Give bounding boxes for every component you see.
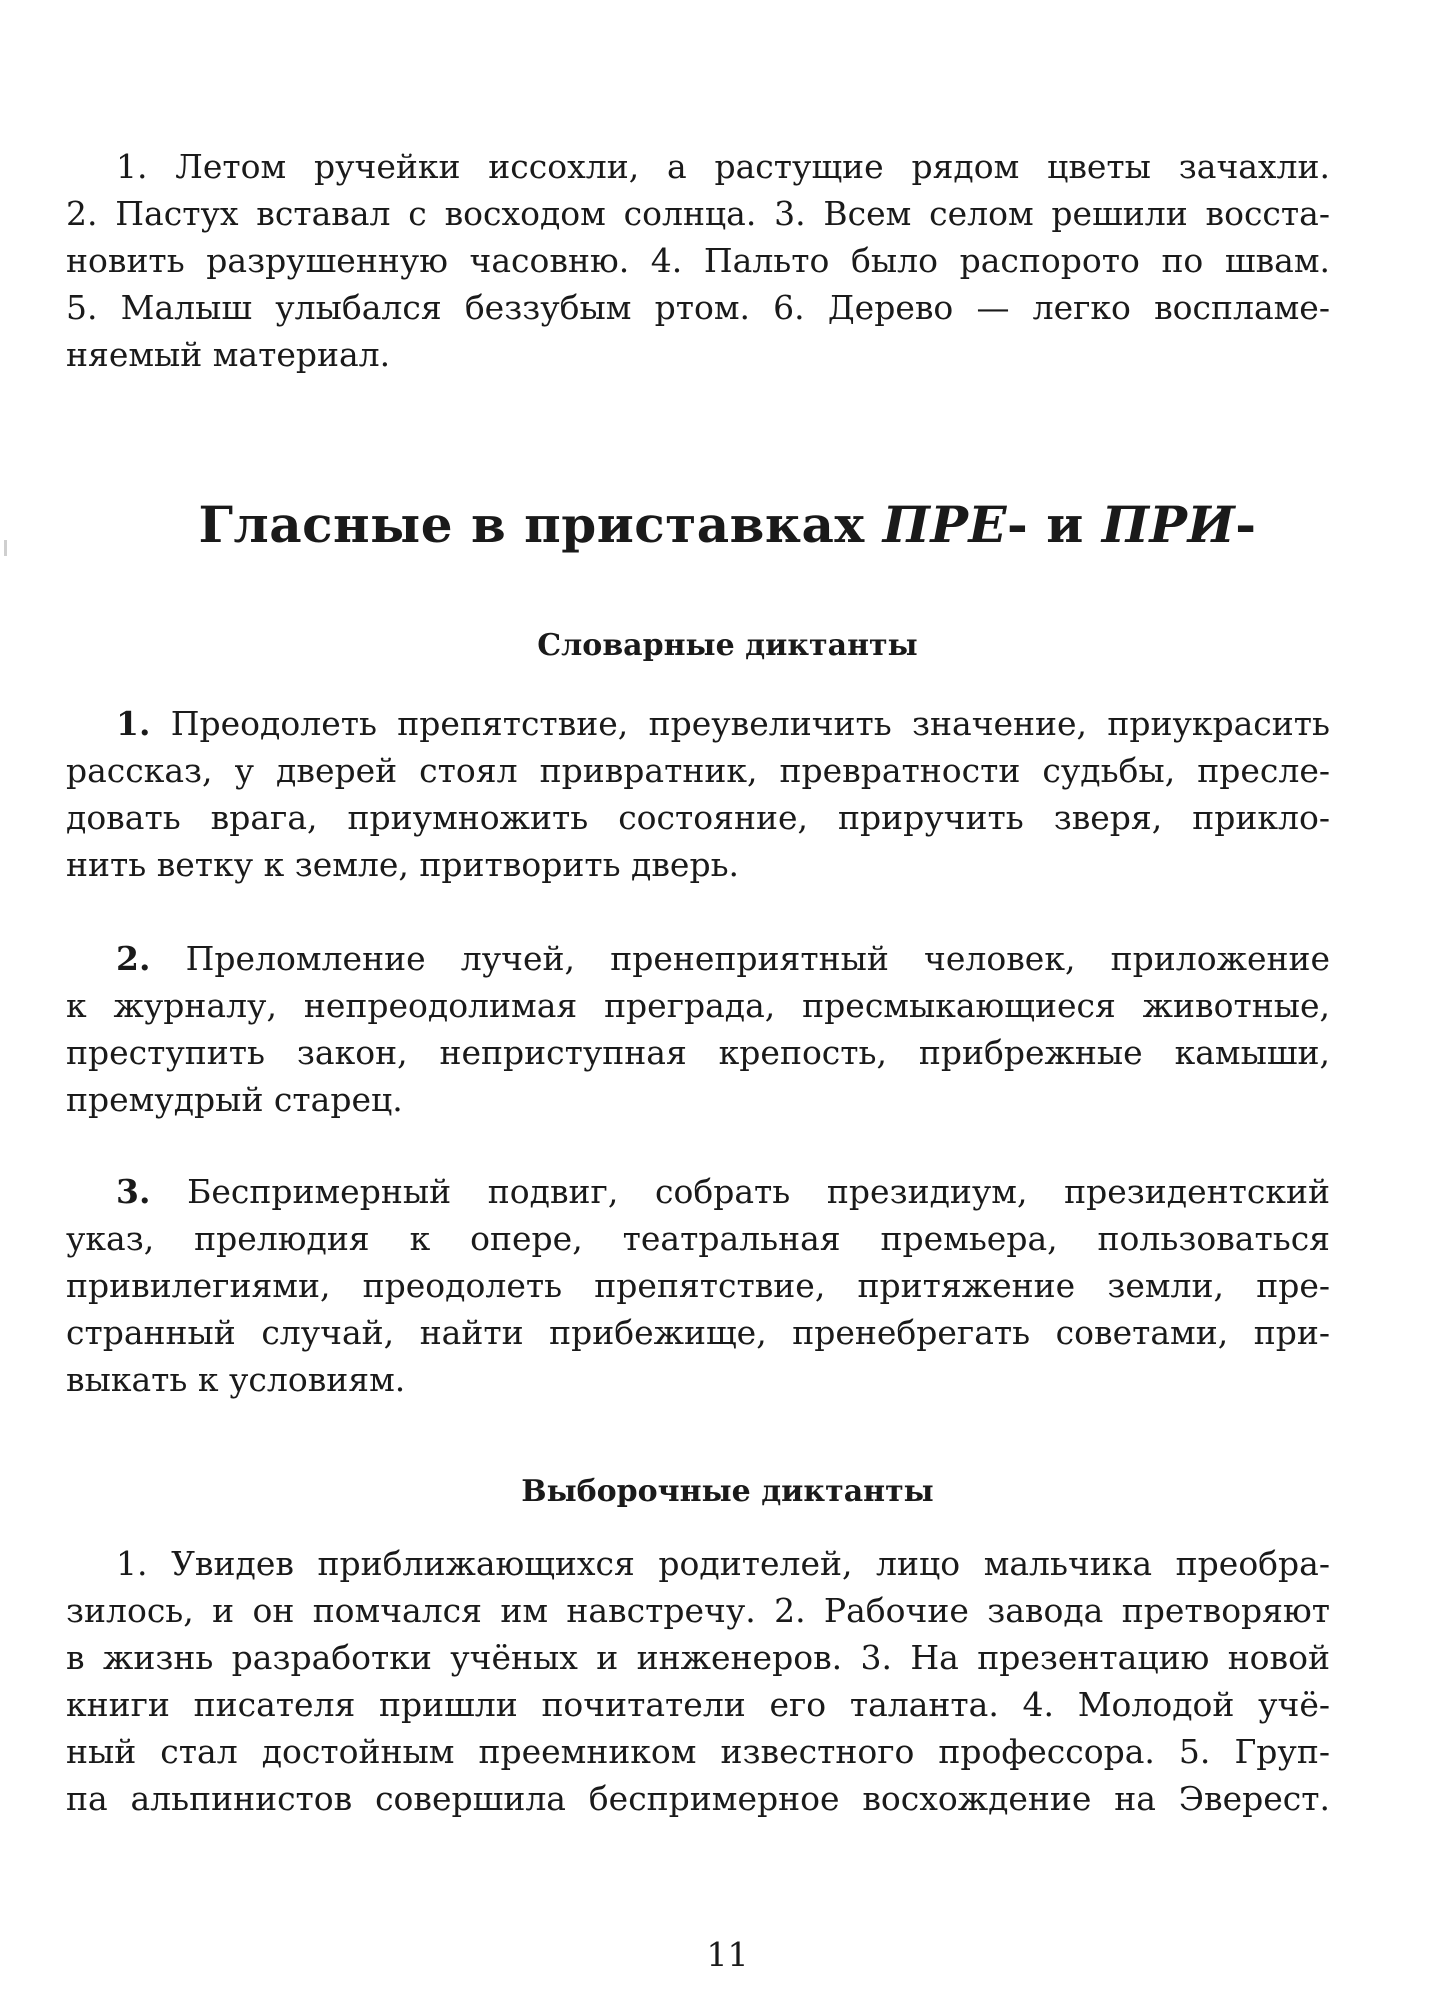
text-line bbox=[66, 935, 1330, 982]
text-line bbox=[66, 700, 1330, 747]
text-line: привилегиями, преодолеть препятствие, притяжение земли, пре- bbox=[66, 1266, 1330, 1305]
text-line: странный случай, найти прибежище, пренебрегать советами, при- bbox=[66, 1313, 1330, 1352]
item-number: 1. bbox=[116, 704, 151, 743]
text-line: к журналу, непреодолимая преграда, пресмыкающиеся животные, bbox=[66, 986, 1330, 1025]
section-title-mid: - и bbox=[1007, 495, 1102, 554]
vocabulary-dictation-1 bbox=[66, 700, 1330, 888]
text-line: в жизнь разработки учёных и инженеров. 3. На презентацию новой bbox=[66, 1638, 1330, 1677]
text-line: па альпинистов совершила беспримерное восхождение на Эверест. bbox=[66, 1779, 1330, 1818]
selective-dictations-paragraph bbox=[66, 1540, 1330, 1822]
text-line: нить ветку к земле, притворить дверь. bbox=[66, 845, 740, 884]
text-line: зилось, и он помчался им навстречу. 2. Рабочие завода претворяют bbox=[66, 1591, 1330, 1630]
text-line: книги писателя пришли почитатели его таланта. 4. Молодой учё- bbox=[66, 1685, 1330, 1724]
text-line: ный стал достойным преемником известного профессора. 5. Груп- bbox=[66, 1732, 1330, 1771]
item-text: Преломление лучей, пренеприятный человек, приложение bbox=[150, 939, 1330, 978]
text-line: выкать к условиям. bbox=[66, 1360, 406, 1399]
top-paragraph bbox=[66, 143, 1330, 378]
section-title-suffix: - bbox=[1235, 495, 1257, 554]
selective-dictations-heading: Выборочные диктанты bbox=[521, 1474, 934, 1509]
vocabulary-dictations-heading: Словарные диктанты bbox=[537, 628, 918, 663]
section-title-prefix: Гласные в приставках bbox=[198, 495, 883, 554]
text-line: новить разрушенную часовню. 4. Пальто было распорото по швам. bbox=[66, 241, 1330, 280]
section-title-pri: ПРИ bbox=[1101, 495, 1236, 554]
section-title-pre: ПРЕ bbox=[882, 495, 1008, 554]
text-line: 2. Пастух вставал с восходом солнца. 3. Всем селом решили восста- bbox=[66, 194, 1330, 233]
page-number: 11 bbox=[706, 1935, 749, 1974]
item-text: Беспримерный подвиг, собрать президиум, президентский bbox=[150, 1172, 1330, 1211]
text-line: 5. Малыш улыбался беззубым ртом. 6. Дерево — легко воспламе- bbox=[66, 288, 1330, 327]
item-text: Преодолеть препятствие, преувеличить значение, приукрасить bbox=[150, 704, 1330, 743]
text-line: преступить закон, неприступная крепость, прибрежные камыши, bbox=[66, 1033, 1330, 1072]
item-number: 2. bbox=[116, 939, 151, 978]
vocabulary-dictation-3 bbox=[66, 1168, 1330, 1403]
text-line bbox=[66, 1168, 1330, 1215]
text-line: указ, прелюдия к опере, театральная премьера, пользоваться bbox=[66, 1219, 1330, 1258]
text-line: 1. Летом ручейки иссохли, а растущие рядом цветы зачахли. bbox=[116, 147, 1330, 186]
text-line: няемый материал. bbox=[66, 335, 391, 374]
text-line: 1. Увидев приближающихся родителей, лицо мальчика преобра- bbox=[116, 1544, 1330, 1583]
vocabulary-dictation-2 bbox=[66, 935, 1330, 1123]
section-title bbox=[0, 495, 1455, 554]
item-number: 3. bbox=[116, 1172, 151, 1211]
text-line: премудрый старец. bbox=[66, 1080, 403, 1119]
text-line: рассказ, у дверей стоял привратник, превратности судьбы, пресле- bbox=[66, 751, 1330, 790]
text-line: довать врага, приумножить состояние, приручить зверя, прикло- bbox=[66, 798, 1330, 837]
